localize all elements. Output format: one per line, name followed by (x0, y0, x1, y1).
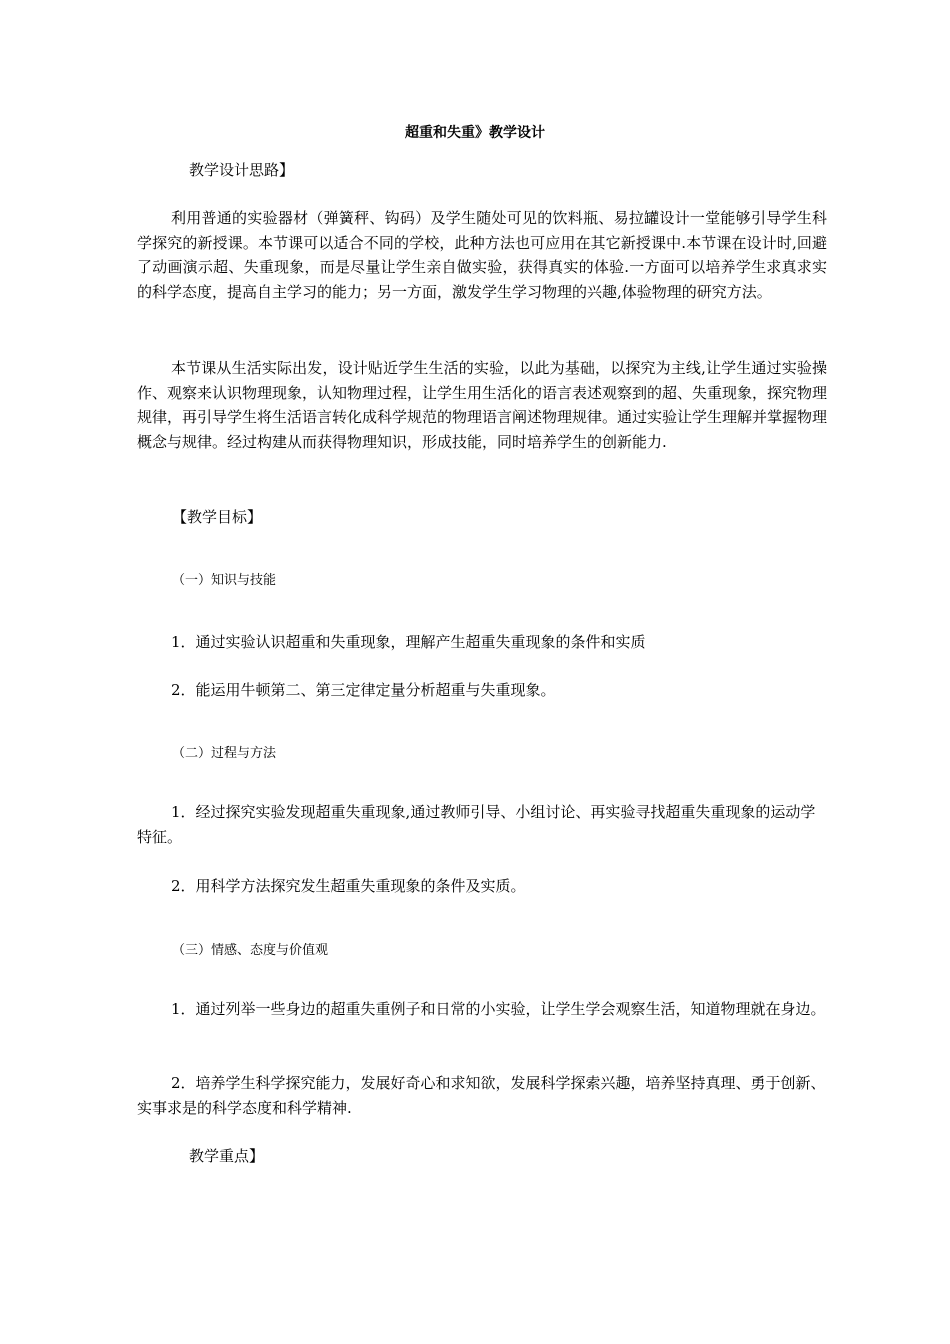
objectives-heading: 【教学目标】 (172, 508, 263, 526)
document-title: 超重和失重》教学设计 (405, 125, 545, 141)
design-paragraph-1: 利用普通的实验器材（弹簧秤、钩码）及学生随处可见的饮料瓶、易拉罐设计一堂能够引导学生科学探究的新授课。本节课可以适合不同的学校，此种方法也可应用在其它新授课中.本节课在设计时,回避了动画演示超、失重现象，而是尽量让学生亲自做实验，获得真实的体验.一方面可以培养学生求真求实的科学态度，提高自主学习的能力；另一方面，激发学生学习物理的兴趣,体验物理的研究方法。 (137, 209, 827, 301)
emotion-item-1: 1．通过列举一些身边的超重失重例子和日常的小实验，让学生学会观察生活，知道物理就在身边。 (171, 1000, 826, 1018)
emotion-attitude-heading: （三）情感、态度与价值观 (172, 943, 329, 958)
knowledge-skills-heading: （一）知识与技能 (172, 573, 277, 588)
key-points-heading: 教学重点】 (189, 1147, 265, 1165)
process-item-1: 1．经过探究实验发现超重失重现象,通过教师引导、小组讨论、再实验寻找超重失重现象的运动学特征。 (137, 803, 816, 846)
process-method-heading: （二）过程与方法 (172, 746, 277, 761)
knowledge-item-1: 1．通过实验认识超重和失重现象，理解产生超重失重现象的条件和实质 (171, 633, 646, 651)
design-idea-heading: 教学设计思路】 (189, 161, 295, 179)
emotion-item-2: 2．培养学生科学探究能力，发展好奇心和求知欲，发展科学探索兴趣，培养坚持真理、勇于创新、实事求是的科学态度和科学精神. (137, 1074, 826, 1117)
design-paragraph-2: 本节课从生活实际出发，设计贴近学生生活的实验，以此为基础，以探究为主线,让学生通过实验操作、观察来认识物理现象，认知物理过程，让学生用生活化的语言表述观察到的超、失重现象，探究物理规律，再引导学生将生活语言转化成科学规范的物理语言阐述物理规律。通过实验让学生理解并掌握物理概念与规律。经过构建从而获得物理知识，形成技能，同时培养学生的创新能力. (137, 359, 828, 451)
process-item-2: 2．用科学方法探究发生超重失重现象的条件及实质。 (171, 877, 526, 895)
knowledge-item-2: 2．能运用牛顿第二、第三定律定量分析超重与失重现象。 (171, 681, 556, 699)
